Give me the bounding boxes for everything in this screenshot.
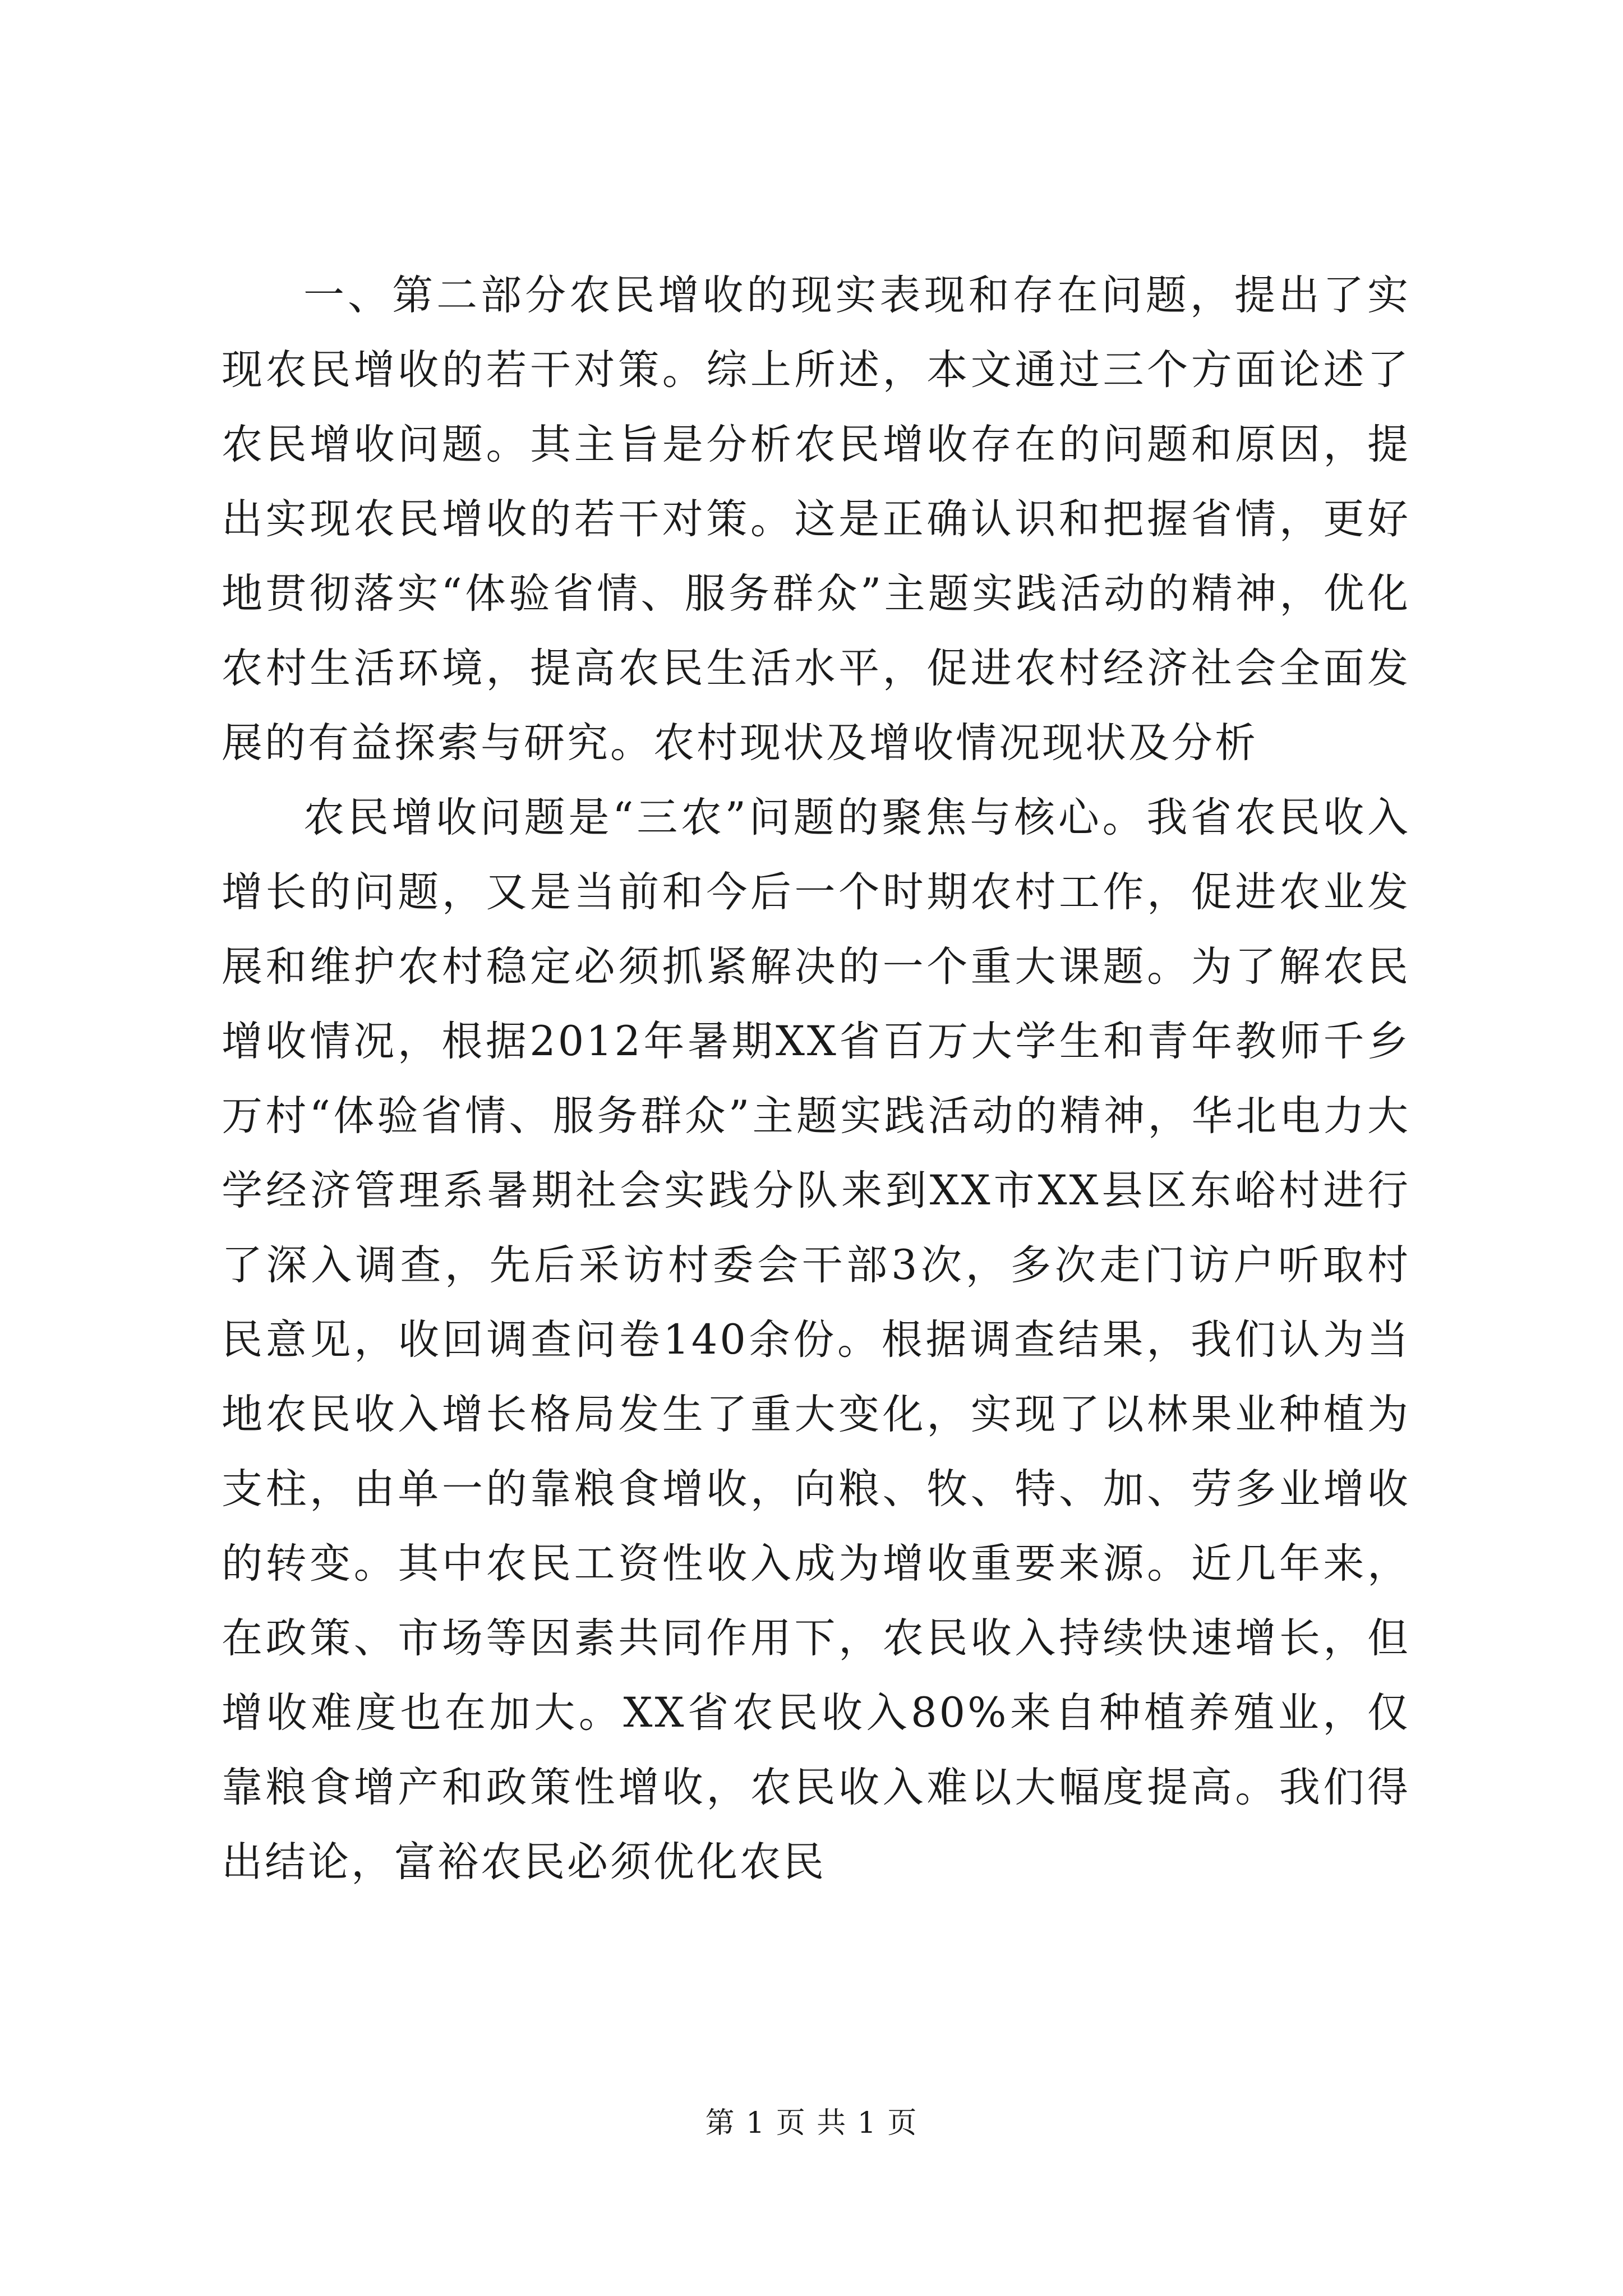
document-body — [222, 258, 1410, 1899]
paragraph-2: 农民增收问题是“三农”问题的聚焦与核心。我省农民收入增长的问题，又是当前和今后一个时期农村工作，促进农业发展和维护农村稳定必须抓紧解决的一个重大课题。为了解农民增收情况，根据2012年暑期XX省百万大学生和青年教师千乡万村“体验省情、服务群众”主题实践活动的精神，华北电力大学经济管理系暑期社会实践分队来到XX市XX县区东峪村进行了深入调查，先后采访村委会干部3次，多次走门访户听取村民意见，收回调查问卷140余份。根据调查结果，我们认为当地农民收入增长格局发生了重大变化，实现了以林果业种植为支柱，由单一的靠粮食增收，向粮、牧、特、加、劳多业增收的转变。其中农民工资性收入成为增收重要来源。近几年来，在政策、市场等因素共同作用下，农民收入持续快速增长，但增收难度也在加大。XX省农民收入80%来自种植养殖业，仅靠粮食增产和政策性增收，农民收入难以大幅度提高。我们得出结论，富裕农民必须优化农民 — [222, 794, 1410, 1886]
page-footer: 第 1 页 共 1 页 — [705, 2106, 918, 2140]
paragraph-1: 一、第二部分农民增收的现实表现和存在问题，提出了实现农民增收的若干对策。综上所述，本文通过三个方面论述了农民增收问题。其主旨是分析农民增收存在的问题和原因，提出实现农民增收的若干对策。这是正确认识和把握省情，更好地贯彻落实“体验省情、服务群众”主题实践活动的精神，优化农村生活环境，提高农民生活水平，促进农村经济社会全面发展的有益探索与研究。农村现状及增收情况现状及分析 — [222, 272, 1410, 767]
